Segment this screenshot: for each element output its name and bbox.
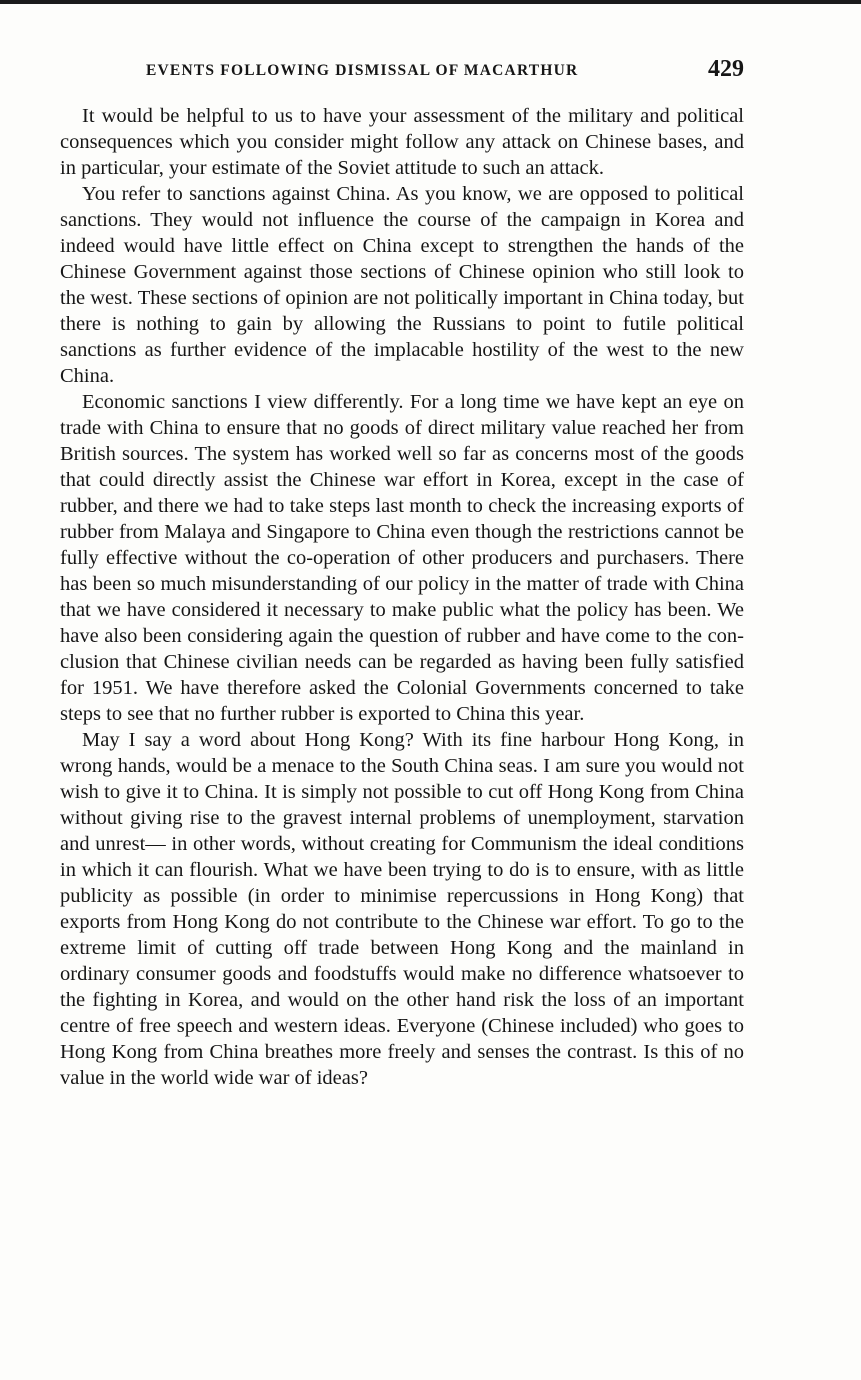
paragraph-assessment: It would be helpful to us to have your assessment of the military and political consequences which you consider might follow any attack on Chinese bases, and in particular, your estimate of the Soviet attitude to such an attack.	[60, 105, 744, 179]
body-text	[60, 103, 744, 1091]
running-title: EVENTS FOLLOWING DISMISSAL OF MACARTHUR	[146, 62, 579, 79]
paragraph-hong-kong: May I say a word about Hong Kong? With its fine harbour Hong Kong, in wrong hands, would be a menace to the South China seas. I am sure you would not wish to give it to China. It is simply not possible to cut off Hong Kong from China without giving rise to the gravest internal problems of unemployment, starvation and unrest— in other words, without creating for Communism the ideal conditions in which it can flourish. What we have been trying to do is to ensure, with as little publicity as possible (in order to minimise repercussions in Hong Kong) that exports from Hong Kong do not contribute to the Chinese war effort. To go to the extreme limit of cutting off trade between Hong Kong and the mainland in ordinary consumer goods and foodstuffs would make no difference whatsoever to the fighting in Korea, and would on the other hand risk the loss of an important centre of free speech and western ideas. Everyone (Chinese included) who goes to Hong Kong from China breathes more freely and senses the contrast. Is this of no value in the world wide war of ideas?	[60, 729, 744, 1089]
running-header	[60, 56, 744, 96]
paragraph-political-sanctions: You refer to sanctions against China. As you know, we are opposed to political sanctions. They would not influence the course of the campaign in Korea and indeed would have little effect on China except to strengthen the hands of the Chinese Government against those sections of Chinese opinion who still look to the west. These sections of opinion are not politically important in China today, but there is nothing to gain by allowing the Russians to point to futile political sanctions as further evidence of the implacable hostility of the west to the new China.	[60, 183, 744, 387]
paragraph-economic-sanctions: Economic sanctions I view differently. For a long time we have kept an eye on trade with China to ensure that no goods of direct military value reached her from British sources. The system has worked well so far as concerns most of the goods that could directly assist the Chinese war effort in Korea, except in the case of rubber, and there we had to take steps last month to check the increasing exports of rubber from Malaya and Singapore to China even though the restrictions cannot be fully effective without the co-operation of other producers and purchasers. There has been so much misunderstanding of our policy in the matter of trade with China that we have considered it necessary to make public what the policy has been. We have also been considering again the question of rubber and have come to the conclusion that Chinese civilian needs can be regarded as having been fully satisfied for 1951. We have therefore asked the Colonial Governments concerned to take steps to see that no further rubber is exported to China this year.	[60, 391, 744, 725]
document-page	[60, 56, 744, 1091]
page-top-edge	[0, 0, 861, 4]
page-number: 429	[708, 56, 744, 82]
